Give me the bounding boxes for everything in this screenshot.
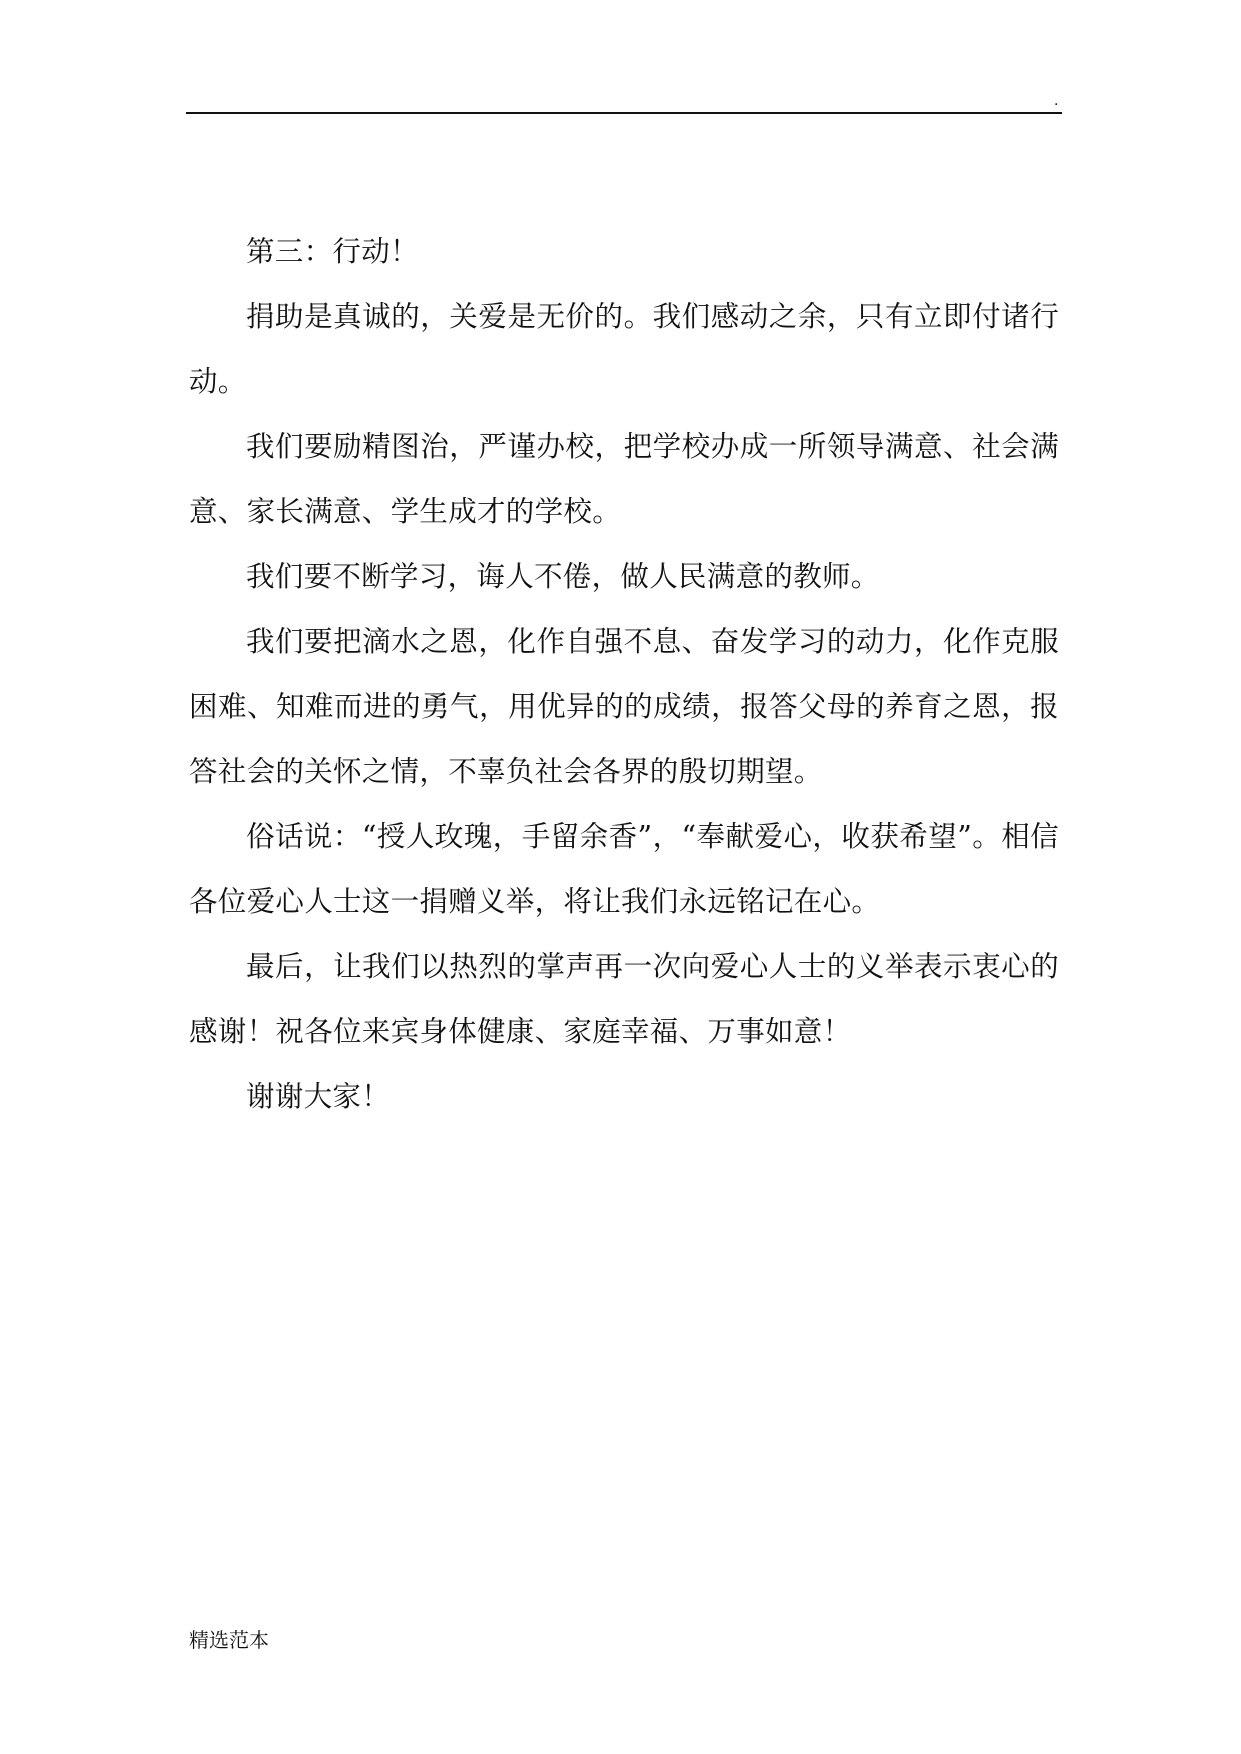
footer-label: 精选范本 [189, 1628, 269, 1652]
header-mark: . [1054, 93, 1059, 109]
paragraph-teachers: 我们要不断学习，诲人不倦，做人民满意的教师。 [246, 560, 880, 593]
paragraph-school: 我们要励精图治，严谨办校，把学校办成一所领导满意、社会满意、家长满意、学生成才的学校。 [189, 430, 1059, 528]
paragraph-donation: 捐助是真诚的，关爱是无价的。我们感动之余，只有立即付诸行动。 [189, 300, 1059, 398]
paragraph-proverb: 俗话说：“授人玫瑰，手留余香”，“奉献爱心，收获希望”。相信各位爱心人士这一捐赠义举，将让我们永远铭记在心。 [189, 820, 1059, 918]
paragraph-thanks: 谢谢大家！ [246, 1080, 391, 1113]
document-body [189, 219, 1059, 1129]
paragraph-students: 我们要把滴水之恩，化作自强不息、奋发学习的动力，化作克服困难、知难而进的勇气，用优异的的成绩，报答父母的养育之恩，报答社会的关怀之情，不辜负社会各界的殷切期望。 [189, 625, 1059, 788]
header-rule [186, 112, 1062, 114]
paragraph-closing: 最后，让我们以热烈的掌声再一次向爱心人士的义举表示衷心的感谢！祝各位来宾身体健康、家庭幸福、万事如意！ [189, 950, 1059, 1048]
heading-action: 第三：行动！ [246, 235, 419, 268]
